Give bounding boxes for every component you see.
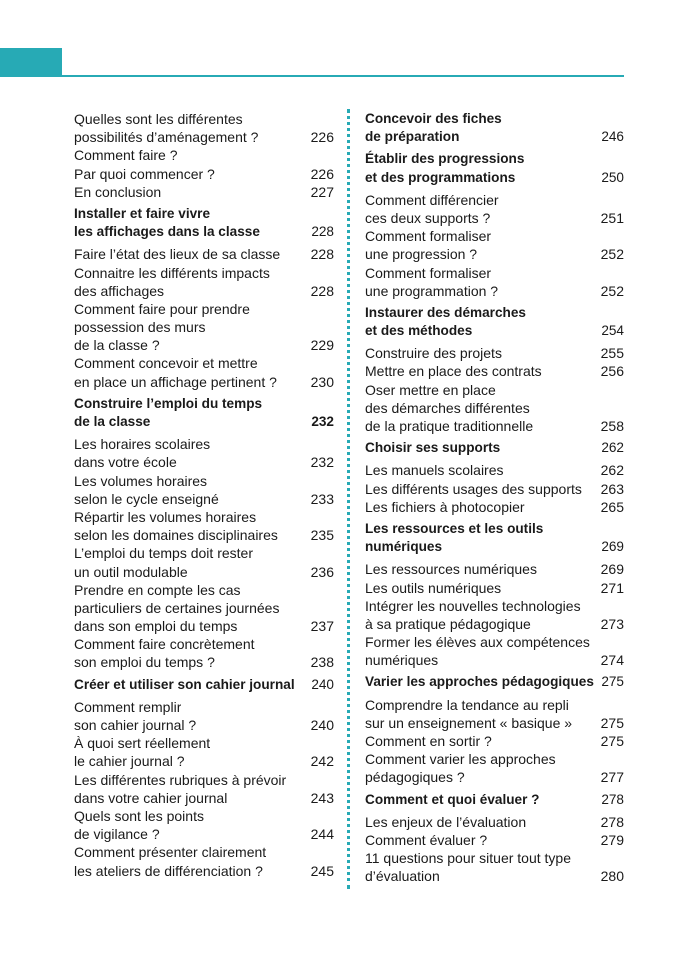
toc-line xyxy=(74,354,334,372)
toc-line xyxy=(74,413,334,431)
toc-line-text: et des méthodes xyxy=(365,323,473,339)
toc-page-number: 271 xyxy=(600,579,624,596)
toc-line-text: Les ressources numériques xyxy=(365,561,537,578)
toc-line-text: Concevoir des fiches xyxy=(365,111,502,126)
toc-entry xyxy=(74,544,334,580)
toc-line xyxy=(74,453,334,471)
toc-entry xyxy=(365,227,624,263)
toc-line-text: Les horaires scolaires xyxy=(74,436,211,453)
toc-section-heading xyxy=(365,110,624,146)
toc-page-number: 251 xyxy=(600,209,624,226)
toc-line xyxy=(365,227,624,245)
toc-line xyxy=(365,304,624,322)
toc-page-number: 242 xyxy=(310,753,334,770)
toc-line-text: Les différents usages des supports xyxy=(365,480,582,497)
toc-line-text: Les ressources et les outils xyxy=(365,520,544,536)
toc-line xyxy=(74,490,334,508)
toc-line xyxy=(74,146,334,164)
toc-entry xyxy=(365,381,624,436)
toc-line xyxy=(365,480,624,498)
toc-line-text: Construire l’emploi du temps xyxy=(74,395,263,411)
toc-page-number: 243 xyxy=(310,789,334,806)
toc-line xyxy=(74,789,334,807)
toc-line-text: Intégrer les nouvelles technologies xyxy=(365,597,581,614)
toc-line-text: de préparation xyxy=(365,129,460,145)
toc-entry xyxy=(365,344,624,362)
toc-line-text: à sa pratique pédagogique xyxy=(365,615,531,632)
toc-page-number: 254 xyxy=(601,323,624,339)
toc-line xyxy=(365,209,624,227)
toc-line-text: de vigilance ? xyxy=(74,826,160,843)
toc-entry xyxy=(365,597,624,633)
toc-line xyxy=(74,395,334,413)
toc-line-text: Choisir ses supports xyxy=(365,440,501,456)
toc-line xyxy=(365,399,624,417)
toc-line xyxy=(74,435,334,453)
toc-line-text: L’emploi du temps doit rester xyxy=(74,545,253,562)
toc-entry xyxy=(74,734,334,770)
toc-line-text: un outil modulable xyxy=(74,563,188,580)
toc-line xyxy=(74,183,334,201)
toc-line-text: Établir des progressions xyxy=(365,151,525,167)
toc-line-text: Prendre en compte les cas xyxy=(74,581,241,598)
toc-page-number: 227 xyxy=(310,183,334,200)
toc-line-text: 11 questions pour situer tout type xyxy=(365,850,571,867)
toc-page-number: 232 xyxy=(310,454,334,471)
toc-line-text: Instaurer des démarches xyxy=(365,304,526,320)
toc-page-number: 228 xyxy=(310,246,334,263)
toc-entry xyxy=(365,362,624,380)
toc-line-text: possibilités d’aménagement ? xyxy=(74,129,259,146)
toc-line xyxy=(74,734,334,752)
toc-line xyxy=(74,128,334,146)
toc-line xyxy=(365,615,624,633)
toc-page-number: 228 xyxy=(311,224,334,240)
toc-line-text: sur un enseignement « basique » xyxy=(365,714,573,731)
toc-entry xyxy=(365,560,624,578)
toc-line-text: Connaitre les différents impacts xyxy=(74,264,270,281)
toc-line xyxy=(365,110,624,128)
toc-line-text: Comment concevoir et mettre xyxy=(74,355,258,372)
toc-line-text: En conclusion xyxy=(74,183,162,200)
toc-line xyxy=(365,362,624,380)
toc-entry xyxy=(74,472,334,508)
toc-line xyxy=(74,318,334,336)
toc-entry xyxy=(365,849,624,885)
toc-section-heading xyxy=(365,150,624,186)
toc-entry xyxy=(74,354,334,390)
toc-line-text: Comment en sortir ? xyxy=(365,733,492,749)
toc-page-number: 240 xyxy=(310,717,334,733)
toc-line xyxy=(74,716,334,734)
toc-page-number: 233 xyxy=(310,490,334,507)
toc-line xyxy=(365,714,624,732)
toc-line-text: Comment évaluer ? xyxy=(365,831,488,848)
toc-section-heading xyxy=(365,304,624,340)
toc-line-text: de la pratique traditionnelle xyxy=(365,418,534,434)
toc-line-text: Varier les approches pédagogiques xyxy=(365,674,594,690)
toc-line-text: Comment varier les approches xyxy=(365,751,556,768)
toc-line xyxy=(365,191,624,209)
toc-line-text: Comprendre la tendance au repli xyxy=(365,696,569,713)
toc-line-text: Quels sont les points xyxy=(74,807,204,824)
toc-line xyxy=(74,282,334,300)
toc-line xyxy=(365,579,624,597)
toc-line-text: de la classe ? xyxy=(74,337,160,354)
toc-line-text: Comment faire concrètement xyxy=(74,636,255,653)
toc-line-text: Comment faire pour prendre xyxy=(74,300,250,317)
toc-entry xyxy=(74,807,334,843)
toc-line-text: numériques xyxy=(365,539,443,555)
toc-line-text: en place un affichage pertinent ? xyxy=(74,373,277,390)
toc-line xyxy=(365,651,624,669)
toc-entry xyxy=(74,698,334,734)
toc-line xyxy=(365,128,624,146)
toc-page-number: 237 xyxy=(310,618,334,635)
toc-line xyxy=(74,843,334,861)
toc-line xyxy=(74,635,334,653)
toc-page-number: 275 xyxy=(600,733,624,749)
toc-entry xyxy=(365,461,624,479)
toc-page-number: 262 xyxy=(600,462,624,479)
toc-line-text: Comment différencier xyxy=(365,191,499,208)
toc-page-number: 262 xyxy=(601,440,624,456)
toc-line-text: Former les élèves aux compétences xyxy=(365,634,590,651)
toc-line-text: des démarches différentes xyxy=(365,399,530,416)
toc-line xyxy=(365,768,624,786)
toc-line xyxy=(365,867,624,885)
toc-entry xyxy=(365,264,624,300)
toc-line xyxy=(365,439,624,457)
toc-line-text: Les volumes horaires xyxy=(74,472,208,489)
toc-line xyxy=(74,653,334,671)
toc-line-text: selon le cycle enseigné xyxy=(74,490,219,507)
toc-entry xyxy=(365,813,624,831)
toc-line-text: Comment faire ? xyxy=(74,147,178,164)
toc-entry xyxy=(74,635,334,671)
toc-page-number: 258 xyxy=(600,418,624,434)
toc-line xyxy=(74,563,334,581)
toc-page-number: 269 xyxy=(600,561,624,578)
toc-line xyxy=(365,461,624,479)
toc-page-number: 273 xyxy=(600,615,624,632)
toc-line-text: particuliers de certaines journées xyxy=(74,599,280,616)
toc-right-column xyxy=(365,110,624,886)
toc-line xyxy=(365,498,624,516)
toc-line-text: Comment formaliser xyxy=(365,228,492,245)
toc-entry xyxy=(74,183,334,201)
toc-line xyxy=(74,508,334,526)
toc-line xyxy=(365,169,624,187)
header-rule xyxy=(0,75,624,77)
toc-line xyxy=(74,752,334,770)
toc-line-text: son emploi du temps ? xyxy=(74,654,215,671)
toc-section-heading xyxy=(74,676,334,694)
toc-line xyxy=(74,807,334,825)
toc-line xyxy=(74,110,334,128)
toc-line-text: ces deux supports ? xyxy=(365,209,491,226)
toc-line-text: des affichages xyxy=(74,282,165,299)
toc-line-text: Par quoi commencer ? xyxy=(74,165,215,182)
toc-line xyxy=(74,165,334,183)
toc-page-number: 277 xyxy=(600,769,624,786)
toc-entry xyxy=(365,831,624,849)
toc-entry xyxy=(74,264,334,300)
toc-line xyxy=(74,373,334,391)
toc-entry xyxy=(365,480,624,498)
toc-entry xyxy=(74,435,334,471)
toc-line xyxy=(365,633,624,651)
toc-line xyxy=(365,673,624,691)
column-divider xyxy=(347,109,350,889)
toc-line xyxy=(74,264,334,282)
toc-line xyxy=(74,771,334,789)
toc-line xyxy=(74,581,334,599)
toc-line xyxy=(74,698,334,716)
toc-line xyxy=(365,417,624,435)
toc-line-text: son cahier journal ? xyxy=(74,717,197,733)
toc-line xyxy=(365,150,624,168)
toc-page-number: 229 xyxy=(310,337,334,354)
toc-line xyxy=(365,322,624,340)
toc-line xyxy=(74,245,334,263)
toc-page-number: 235 xyxy=(310,527,334,544)
toc-line xyxy=(74,223,334,241)
toc-line xyxy=(365,831,624,849)
toc-line-text: Les outils numériques xyxy=(365,579,502,596)
page-tab-marker xyxy=(0,48,62,77)
toc-page-number: 279 xyxy=(600,831,624,848)
toc-line-text: Créer et utiliser son cahier journal xyxy=(74,676,295,692)
toc-page-number: 226 xyxy=(310,129,334,146)
toc-line xyxy=(74,300,334,318)
toc-page-number: 269 xyxy=(601,539,624,555)
toc-page-number: 275 xyxy=(600,714,624,731)
toc-page-number: 280 xyxy=(600,868,624,885)
toc-line-text: Quelles sont les différentes xyxy=(74,111,243,127)
toc-page-number: 256 xyxy=(600,363,624,380)
toc-line xyxy=(74,544,334,562)
toc-page-number: 255 xyxy=(600,345,624,362)
toc-line xyxy=(365,282,624,300)
toc-line-text: Comment et quoi évaluer ? xyxy=(365,791,540,807)
toc-line-text: une programmation ? xyxy=(365,282,499,299)
toc-page-number: 278 xyxy=(600,813,624,830)
toc-line-text: une progression ? xyxy=(365,246,478,263)
toc-line-text: les affichages dans la classe xyxy=(74,224,260,240)
toc-line-text: Comment remplir xyxy=(74,698,182,715)
toc-line xyxy=(365,732,624,750)
toc-entry xyxy=(365,696,624,732)
toc-line-text: Les fichiers à photocopier xyxy=(365,498,525,515)
toc-page-number: 236 xyxy=(310,563,334,580)
toc-page-number: 246 xyxy=(601,129,624,145)
toc-line-text: d’évaluation xyxy=(365,868,440,885)
toc-entry xyxy=(365,750,624,786)
toc-line-text: Comment présenter clairement xyxy=(74,844,267,861)
toc-page-number: 265 xyxy=(600,498,624,515)
toc-entry xyxy=(74,300,334,355)
toc-line-text: pédagogiques ? xyxy=(365,769,465,786)
toc-left-column xyxy=(74,110,334,880)
toc-page-number: 228 xyxy=(310,282,334,299)
toc-entry xyxy=(365,732,624,750)
toc-page-number: 274 xyxy=(600,652,624,669)
toc-section-heading xyxy=(365,673,624,691)
toc-line xyxy=(74,472,334,490)
toc-line xyxy=(365,245,624,263)
toc-section-heading xyxy=(74,395,334,431)
toc-entry xyxy=(365,191,624,227)
toc-line-text: Comment formaliser xyxy=(365,264,492,281)
toc-line-text: Construire des projets xyxy=(365,345,502,362)
toc-line-text: Installer et faire vivre xyxy=(74,205,211,221)
toc-line-text: dans votre école xyxy=(74,454,177,471)
toc-line-text: et des programmations xyxy=(365,169,516,185)
toc-entry xyxy=(74,581,334,636)
toc-line xyxy=(365,520,624,538)
toc-line xyxy=(365,813,624,831)
toc-line-text: de la classe xyxy=(74,414,151,429)
toc-page-number: 230 xyxy=(310,373,334,390)
toc-line xyxy=(74,336,334,354)
toc-line xyxy=(365,597,624,615)
toc-section-heading xyxy=(365,791,624,809)
toc-line xyxy=(365,560,624,578)
toc-page-number: 250 xyxy=(601,169,624,185)
toc-line xyxy=(74,526,334,544)
toc-line-text: possession des murs xyxy=(74,319,206,336)
toc-line-text: Les différentes rubriques à prévoir xyxy=(74,771,287,788)
toc-page-number: 278 xyxy=(601,791,624,807)
toc-line xyxy=(365,264,624,282)
toc-entry xyxy=(365,633,624,669)
toc-line-text: Oser mettre en place xyxy=(365,381,496,398)
toc-page-number: 245 xyxy=(310,862,334,879)
toc-section-heading xyxy=(74,205,334,241)
toc-entry xyxy=(74,110,334,146)
toc-line xyxy=(74,205,334,223)
toc-line-text: Les manuels scolaires xyxy=(365,462,504,479)
toc-entry xyxy=(74,771,334,807)
toc-line-text: dans votre cahier journal xyxy=(74,789,228,806)
toc-line xyxy=(365,791,624,809)
toc-line xyxy=(365,381,624,399)
toc-page-number: 226 xyxy=(310,165,334,182)
toc-line xyxy=(365,696,624,714)
toc-line-text: Faire l’état des lieux de sa classe xyxy=(74,246,281,263)
toc-line xyxy=(365,344,624,362)
toc-page-number: 275 xyxy=(601,674,624,690)
toc-line xyxy=(365,538,624,556)
toc-line xyxy=(74,825,334,843)
toc-page-number: 252 xyxy=(600,282,624,299)
toc-page-number: 263 xyxy=(600,480,624,497)
toc-entry xyxy=(74,843,334,879)
toc-line-text: les ateliers de différenciation ? xyxy=(74,862,263,879)
toc-entry xyxy=(74,245,334,263)
toc-line-text: Mettre en place des contrats xyxy=(365,363,542,380)
toc-section-heading xyxy=(365,520,624,556)
toc-line xyxy=(365,849,624,867)
toc-entry xyxy=(365,498,624,516)
toc-entry xyxy=(74,146,334,182)
toc-section-heading xyxy=(365,439,624,457)
toc-line-text: Répartir les volumes horaires xyxy=(74,508,257,525)
toc-line-text: numériques xyxy=(365,652,439,669)
toc-line-text: dans son emploi du temps xyxy=(74,618,238,635)
toc-line-text: le cahier journal ? xyxy=(74,753,185,770)
toc-line-text: Les enjeux de l’évaluation xyxy=(365,813,527,830)
toc-line xyxy=(74,862,334,880)
toc-page-number: 240 xyxy=(311,676,334,692)
toc-page-number: 252 xyxy=(600,246,624,263)
toc-line xyxy=(365,750,624,768)
toc-entry xyxy=(365,579,624,597)
toc-line xyxy=(74,617,334,635)
toc-page-number: 244 xyxy=(310,826,334,843)
toc-line xyxy=(74,599,334,617)
toc-entry xyxy=(74,508,334,544)
toc-line xyxy=(74,676,334,694)
toc-page-number: 238 xyxy=(310,654,334,671)
toc-line-text: À quoi sert réellement xyxy=(74,735,211,752)
toc-page-number: 232 xyxy=(311,414,334,429)
toc-line-text: selon les domaines disciplinaires xyxy=(74,527,278,544)
